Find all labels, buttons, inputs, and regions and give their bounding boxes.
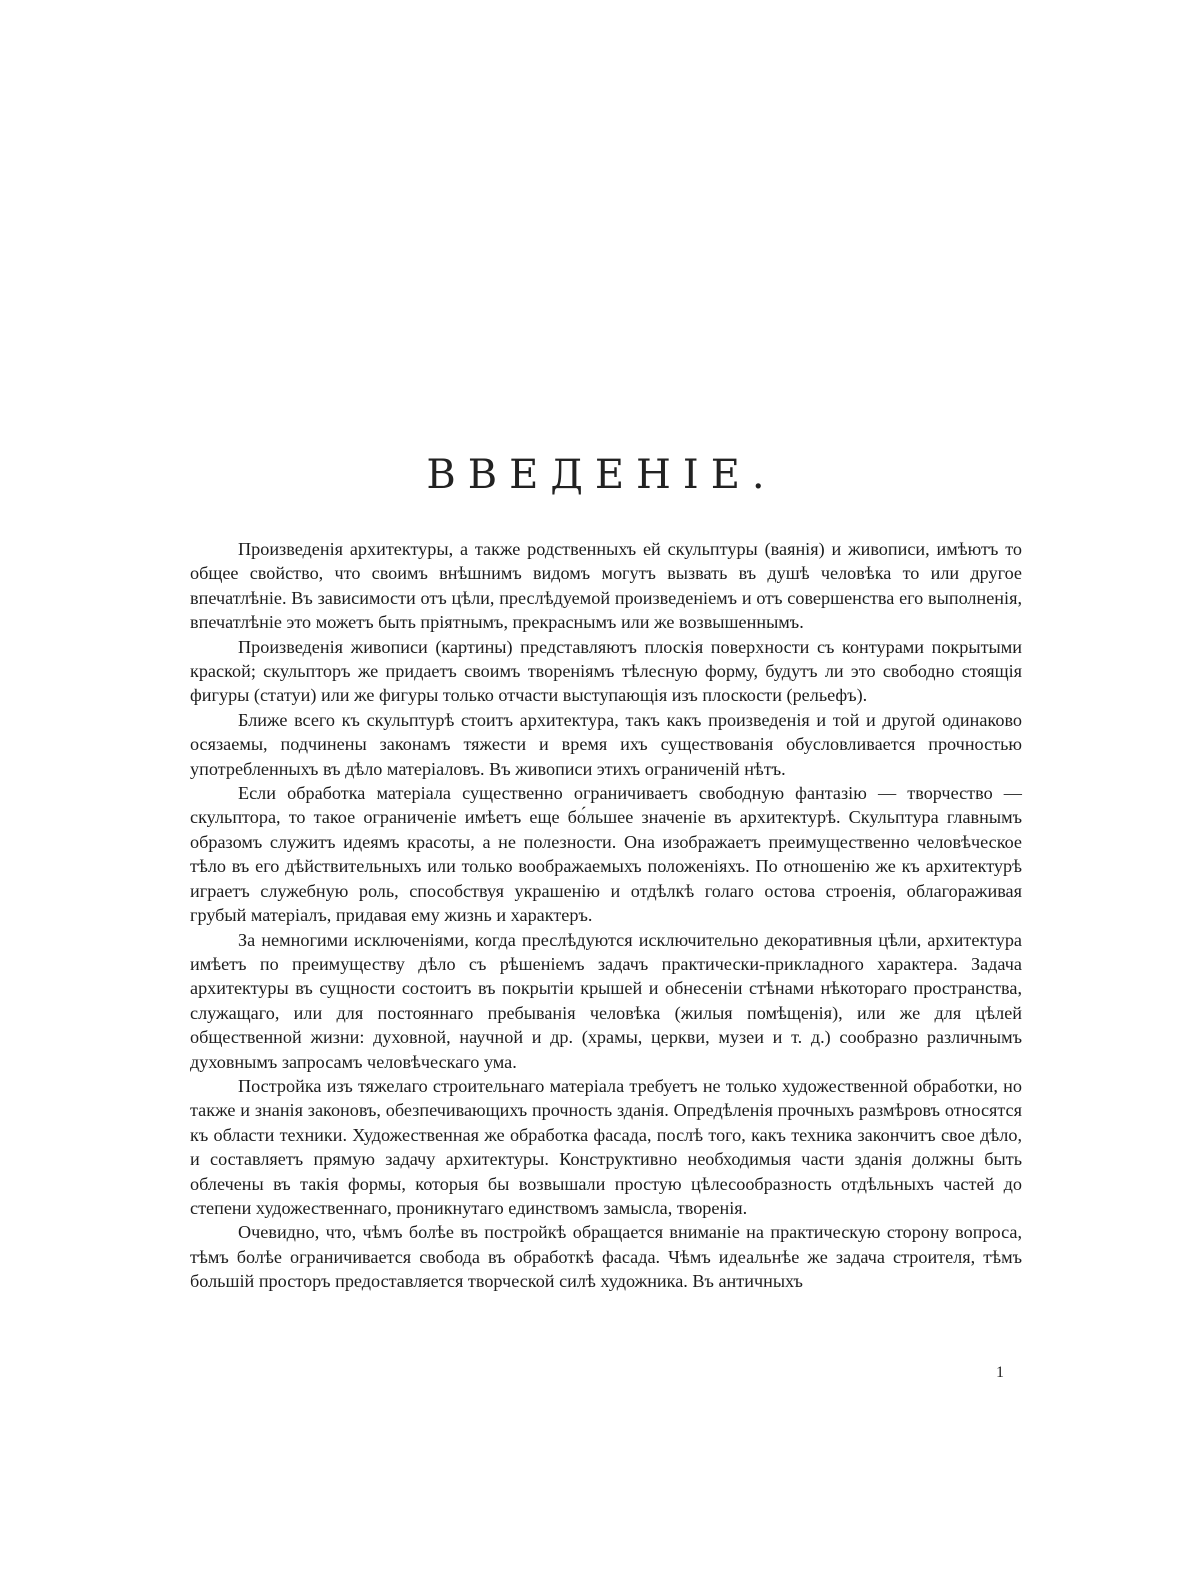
chapter-heading: ВВЕДЕНІЕ. (426, 452, 777, 498)
paragraph: Очевидно, что, чѣмъ болѣе въ постройкѣ обращается вниманіе на практическую сторону вопроса, тѣмъ болѣе ограничивается свобода въ обработкѣ фасада. Чѣмъ идеальнѣе же задача строителя, тѣмъ большій просторъ предоставляется творческой силѣ художника. Въ античныхъ (190, 1222, 1022, 1292)
page-number: 1 (996, 1364, 1004, 1381)
paragraph: Если обработка матеріала существенно ограничиваетъ свободную фантазію — творчество — скульптора, то такое ограниченіе имѣетъ еще бо́льшее значеніе въ архитектурѣ. Скульптура главнымъ образомъ служитъ идеямъ красоты, а не полезности. Она изображаетъ преимущественно человѣческое тѣло въ его дѣйствительныхъ или только воображаемыхъ положеніяхъ. По отношенію же къ архитектурѣ играетъ служебную роль, способствуя украшенію и отдѣлкѣ голаго остова строенія, облагораживая грубый матеріалъ, придавая ему жизнь и характеръ. (190, 783, 1022, 926)
paragraph: Постройка изъ тяжелаго строительнаго матеріала требуетъ не только художественной обработки, но также и знанія законовъ, обезпечивающихъ прочность зданія. Опредѣленія прочныхъ размѣровъ относятся къ области техники. Художественная же обработка фасада, послѣ того, какъ техника закончитъ свое дѣло, и составляетъ прямую задачу архитектуры. Конструктивно необходимыя части зданія должны быть облечены въ такія формы, которыя бы возвышали простую цѣлесообразность отдѣльныхъ частей до степени художественнаго, проникнутаго единствомъ замысла, творенія. (190, 1075, 1022, 1218)
body-text (190, 537, 1022, 1294)
paragraph: Ближе всего къ скульптурѣ стоитъ архитектура, такъ какъ произведенія и той и другой одинаково осязаемы, подчинены законамъ тяжести и время ихъ существованія обусловливается прочностью употребленныхъ въ дѣло матеріаловъ. Въ живописи этихъ ограниченій нѣтъ. (190, 709, 1022, 779)
paragraph: Произведенія архитектуры, а также родственныхъ ей скульптуры (ваянія) и живописи, имѣютъ то общее свойство, что своимъ внѣшнимъ видомъ могутъ вызвать въ душѣ человѣка то или другое впечатлѣніе. Въ зависимости отъ цѣли, преслѣдуемой произведеніемъ и отъ совершенства его выполненія, впечатлѣніе это можетъ быть пріятнымъ, прекраснымъ или же возвышеннымъ. (190, 539, 1022, 633)
paragraph: Произведенія живописи (картины) представляютъ плоскія поверхности съ контурами покрытыми краской; скульпторъ же придаетъ своимъ твореніямъ тѣлесную форму, будутъ ли это свободно стоящія фигуры (статуи) или же фигуры только отчасти выступающія изъ плоскости (рельефъ). (190, 636, 1022, 706)
paragraph: За немногими исключеніями, когда преслѣдуются исключительно декоративныя цѣли, архитектура имѣетъ по преимуществу дѣло съ рѣшеніемъ задачъ практически-прикладного характера. Задача архитектуры въ сущности состоитъ въ покрытіи крышей и обнесеніи стѣнами нѣкотораго пространства, служащаго, или для постояннаго пребыванія человѣка (жилыя помѣщенія), или же для цѣлей общественной жизни: духовной, научной и др. (храмы, церкви, музеи и т. д.) сообразно различнымъ духовнымъ запросамъ человѣческаго ума. (190, 929, 1022, 1072)
